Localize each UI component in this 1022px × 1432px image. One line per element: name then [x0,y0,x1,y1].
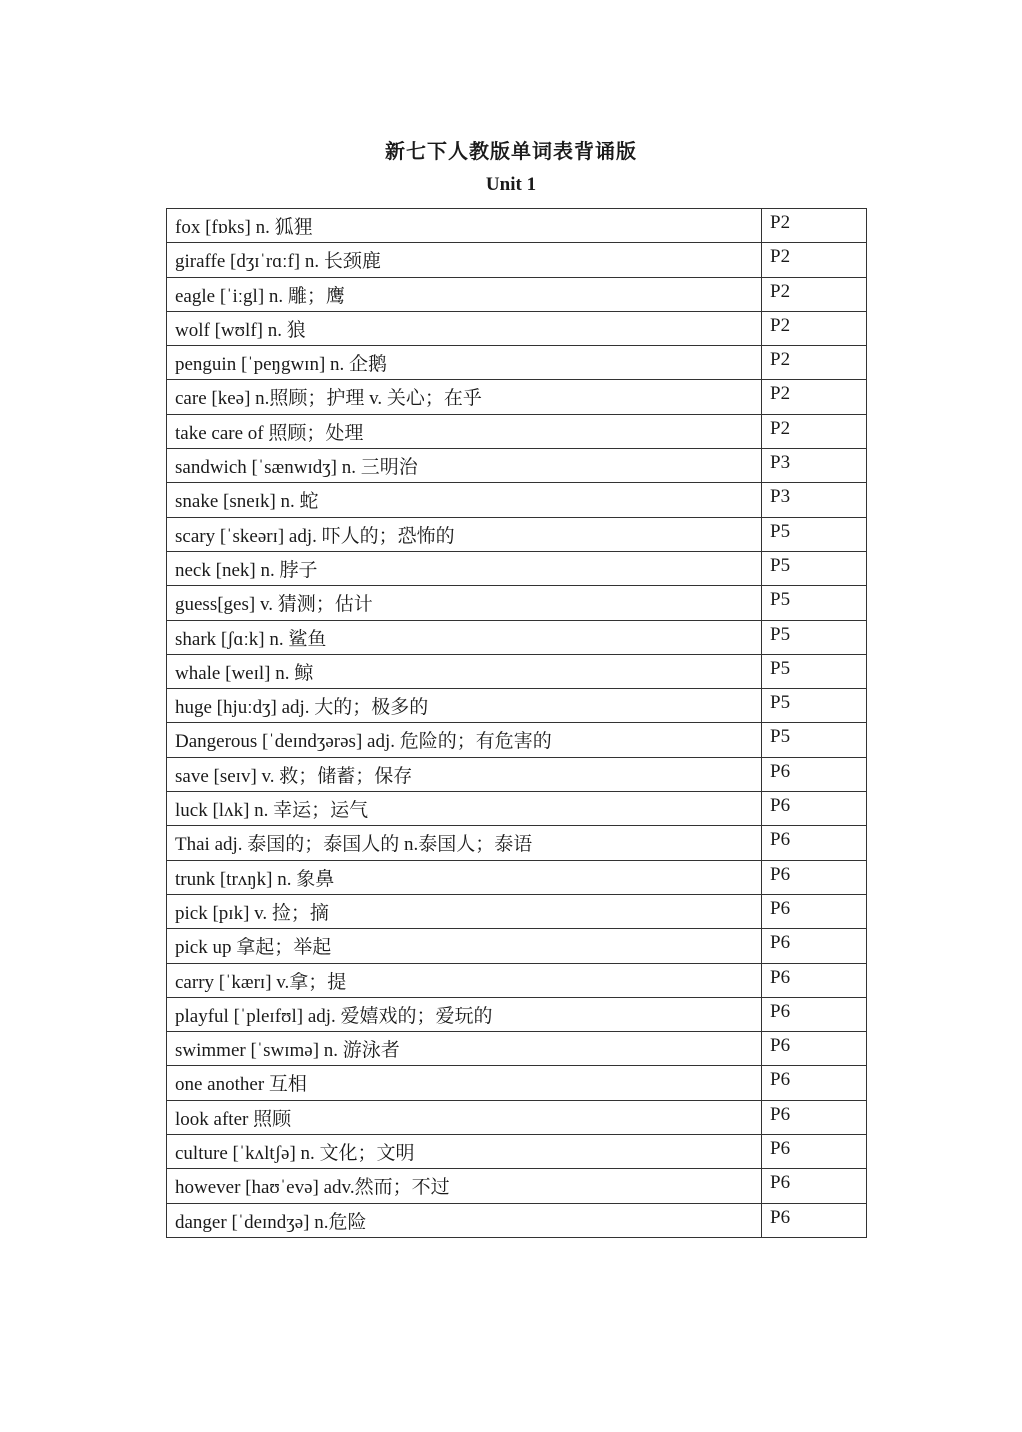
page-reference-cell: P2 [762,243,867,277]
table-row [167,654,867,688]
word-entry-cell: pick [pɪk] v. 捡；摘 [167,894,762,928]
word-entry-cell: snake [sneɪk] n. 蛇 [167,483,762,517]
page-reference-cell: P3 [762,483,867,517]
word-entry-cell: save [seɪv] v. 救；储蓄；保存 [167,757,762,791]
table-row [167,243,867,277]
page-reference-cell: P2 [762,277,867,311]
page-reference-cell: P5 [762,723,867,757]
word-entry-cell: fox [fɒks] n. 狐狸 [167,209,762,243]
table-row [167,1203,867,1237]
table-row [167,1135,867,1169]
page-reference-cell: P2 [762,209,867,243]
word-entry-cell: shark [ʃɑːk] n. 鲨鱼 [167,620,762,654]
page-reference-cell: P5 [762,551,867,585]
table-row [167,346,867,380]
table-row [167,723,867,757]
page-reference-cell: P6 [762,1135,867,1169]
word-entry-cell: carry [ˈkærɪ] v.拿；提 [167,963,762,997]
table-row [167,414,867,448]
table-row [167,586,867,620]
word-entry-cell: culture [ˈkʌltʃə] n. 文化；文明 [167,1135,762,1169]
table-row [167,1169,867,1203]
word-entry-cell: eagle [ˈiːgl] n. 雕；鹰 [167,277,762,311]
table-row [167,929,867,963]
page-reference-cell: P5 [762,654,867,688]
word-entry-cell: scary [ˈskeərɪ] adj. 吓人的；恐怖的 [167,517,762,551]
word-entry-cell: wolf [wʊlf] n. 狼 [167,311,762,345]
page-reference-cell: P6 [762,997,867,1031]
word-entry-cell: playful [ˈpleɪfʊl] adj. 爱嬉戏的；爱玩的 [167,997,762,1031]
table-row [167,894,867,928]
page-reference-cell: P6 [762,1169,867,1203]
word-entry-cell: take care of 照顾；处理 [167,414,762,448]
table-row [167,963,867,997]
word-entry-cell: huge [hjuːdʒ] adj. 大的；极多的 [167,689,762,723]
table-row [167,1066,867,1100]
page-reference-cell: P6 [762,1066,867,1100]
table-row [167,1100,867,1134]
page-reference-cell: P6 [762,1032,867,1066]
page-reference-cell: P6 [762,894,867,928]
word-entry-cell: look after 照顾 [167,1100,762,1134]
unit-heading: Unit 1 [485,174,537,195]
table-row [167,449,867,483]
page-reference-cell: P5 [762,620,867,654]
table-row [167,1032,867,1066]
word-entry-cell: penguin [ˈpeŋgwɪn] n. 企鹅 [167,346,762,380]
page-reference-cell: P2 [762,380,867,414]
table-row [167,517,867,551]
page-reference-cell: P6 [762,860,867,894]
table-row [167,483,867,517]
word-entry-cell: sandwich [ˈsænwɪdʒ] n. 三明治 [167,449,762,483]
word-entry-cell: Dangerous [ˈdeɪndʒərəs] adj. 危险的；有危害的 [167,723,762,757]
page-reference-cell: P3 [762,449,867,483]
page-reference-cell: P6 [762,792,867,826]
word-entry-cell: guess[ges] v. 猜测；估计 [167,586,762,620]
document-title: 新七下人教版单词表背诵版 [385,141,637,163]
page-reference-cell: P2 [762,346,867,380]
page-reference-cell: P5 [762,689,867,723]
word-entry-cell: care [keə] n.照顾；护理 v. 关心；在乎 [167,380,762,414]
table-row [167,311,867,345]
page-reference-cell: P5 [762,586,867,620]
word-entry-cell: however [haʊˈevə] adv.然而；不过 [167,1169,762,1203]
table-row [167,380,867,414]
page-reference-cell: P2 [762,414,867,448]
page-reference-cell: P6 [762,929,867,963]
word-entry-cell: giraffe [dʒɪˈrɑːf] n. 长颈鹿 [167,243,762,277]
page-reference-cell: P5 [762,517,867,551]
page-reference-cell: P6 [762,963,867,997]
word-entry-cell: neck [nek] n. 脖子 [167,551,762,585]
word-entry-cell: pick up 拿起；举起 [167,929,762,963]
table-row [167,620,867,654]
page-reference-cell: P6 [762,757,867,791]
word-entry-cell: Thai adj. 泰国的；泰国人的 n.泰国人；泰语 [167,826,762,860]
page-reference-cell: P6 [762,1203,867,1237]
word-entry-cell: whale [weɪl] n. 鲸 [167,654,762,688]
vocabulary-table [166,208,867,1238]
page-reference-cell: P2 [762,311,867,345]
word-entry-cell: swimmer [ˈswɪmə] n. 游泳者 [167,1032,762,1066]
page-reference-cell: P6 [762,826,867,860]
table-row [167,860,867,894]
table-row [167,826,867,860]
table-row [167,689,867,723]
table-row [167,997,867,1031]
page-reference-cell: P6 [762,1100,867,1134]
table-row [167,277,867,311]
table-row [167,551,867,585]
word-entry-cell: one another 互相 [167,1066,762,1100]
word-entry-cell: danger [ˈdeɪndʒə] n.危险 [167,1203,762,1237]
word-entry-cell: trunk [trʌŋk] n. 象鼻 [167,860,762,894]
table-row [167,792,867,826]
table-row [167,209,867,243]
word-entry-cell: luck [lʌk] n. 幸运；运气 [167,792,762,826]
table-row [167,757,867,791]
